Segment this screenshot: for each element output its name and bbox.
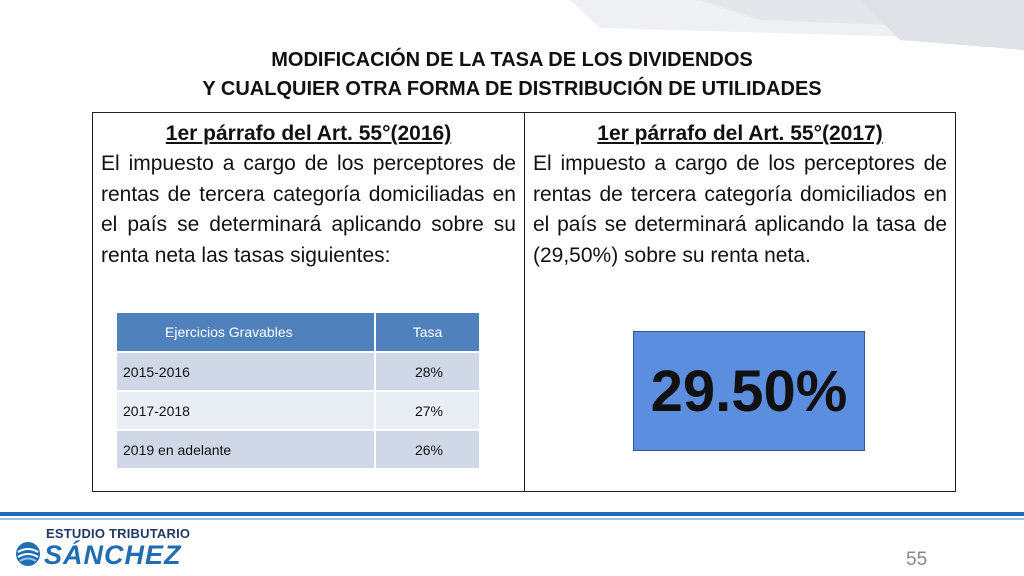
company-logo <box>14 526 194 572</box>
logo-subtitle: ESTUDIO TRIBUTARIO <box>46 526 191 541</box>
column-heading-2017: 1er párrafo del Art. 55°(2017) <box>597 122 883 145</box>
rates-cell-rate: 28% <box>375 352 480 391</box>
highlight-rate-box: 29.50% <box>633 331 865 451</box>
table-row <box>116 391 480 430</box>
rates-cell-period: 2019 en adelante <box>116 430 375 469</box>
rates-table <box>115 311 481 470</box>
logo-name: SÁNCHEZ <box>44 540 182 570</box>
title-line-1: MODIFICACIÓN DE LA TASA DE LOS DIVIDENDOS <box>271 49 753 71</box>
column-2016 <box>93 113 525 491</box>
table-row <box>116 352 480 391</box>
footer-divider <box>0 512 1024 516</box>
comparison-table <box>92 112 956 492</box>
column-text-2016: El impuesto a cargo de los perceptores de rentas de tercera categoría domiciliadas en el país se determinará aplicando sobre su renta neta las tasas siguientes: <box>101 152 516 267</box>
column-2017 <box>525 113 955 491</box>
slide-title <box>0 46 1024 104</box>
rates-cell-rate: 27% <box>375 391 480 430</box>
column-heading-2016: 1er párrafo del Art. 55°(2016) <box>165 122 452 145</box>
table-row <box>116 430 480 469</box>
rates-header-ejercicios: Ejercicios Gravables <box>116 312 375 352</box>
rates-header-tasa: Tasa <box>375 312 480 352</box>
globe-icon <box>14 540 42 568</box>
rates-cell-period: 2017-2018 <box>116 391 375 430</box>
rates-cell-rate: 26% <box>375 430 480 469</box>
rates-header-row <box>116 312 480 352</box>
page-number: 55 <box>906 549 928 570</box>
footer-divider-thin <box>0 518 1024 520</box>
rates-cell-period: 2015-2016 <box>116 352 375 391</box>
column-text-2017: El impuesto a cargo de los perceptores de rentas de tercera categoría domiciliados en el país se determinará aplicando la tasa de (29,50%) sobre su renta neta. <box>533 152 947 267</box>
title-line-2: Y CUALQUIER OTRA FORMA DE DISTRIBUCIÓN DE UTILIDADES <box>202 78 822 100</box>
